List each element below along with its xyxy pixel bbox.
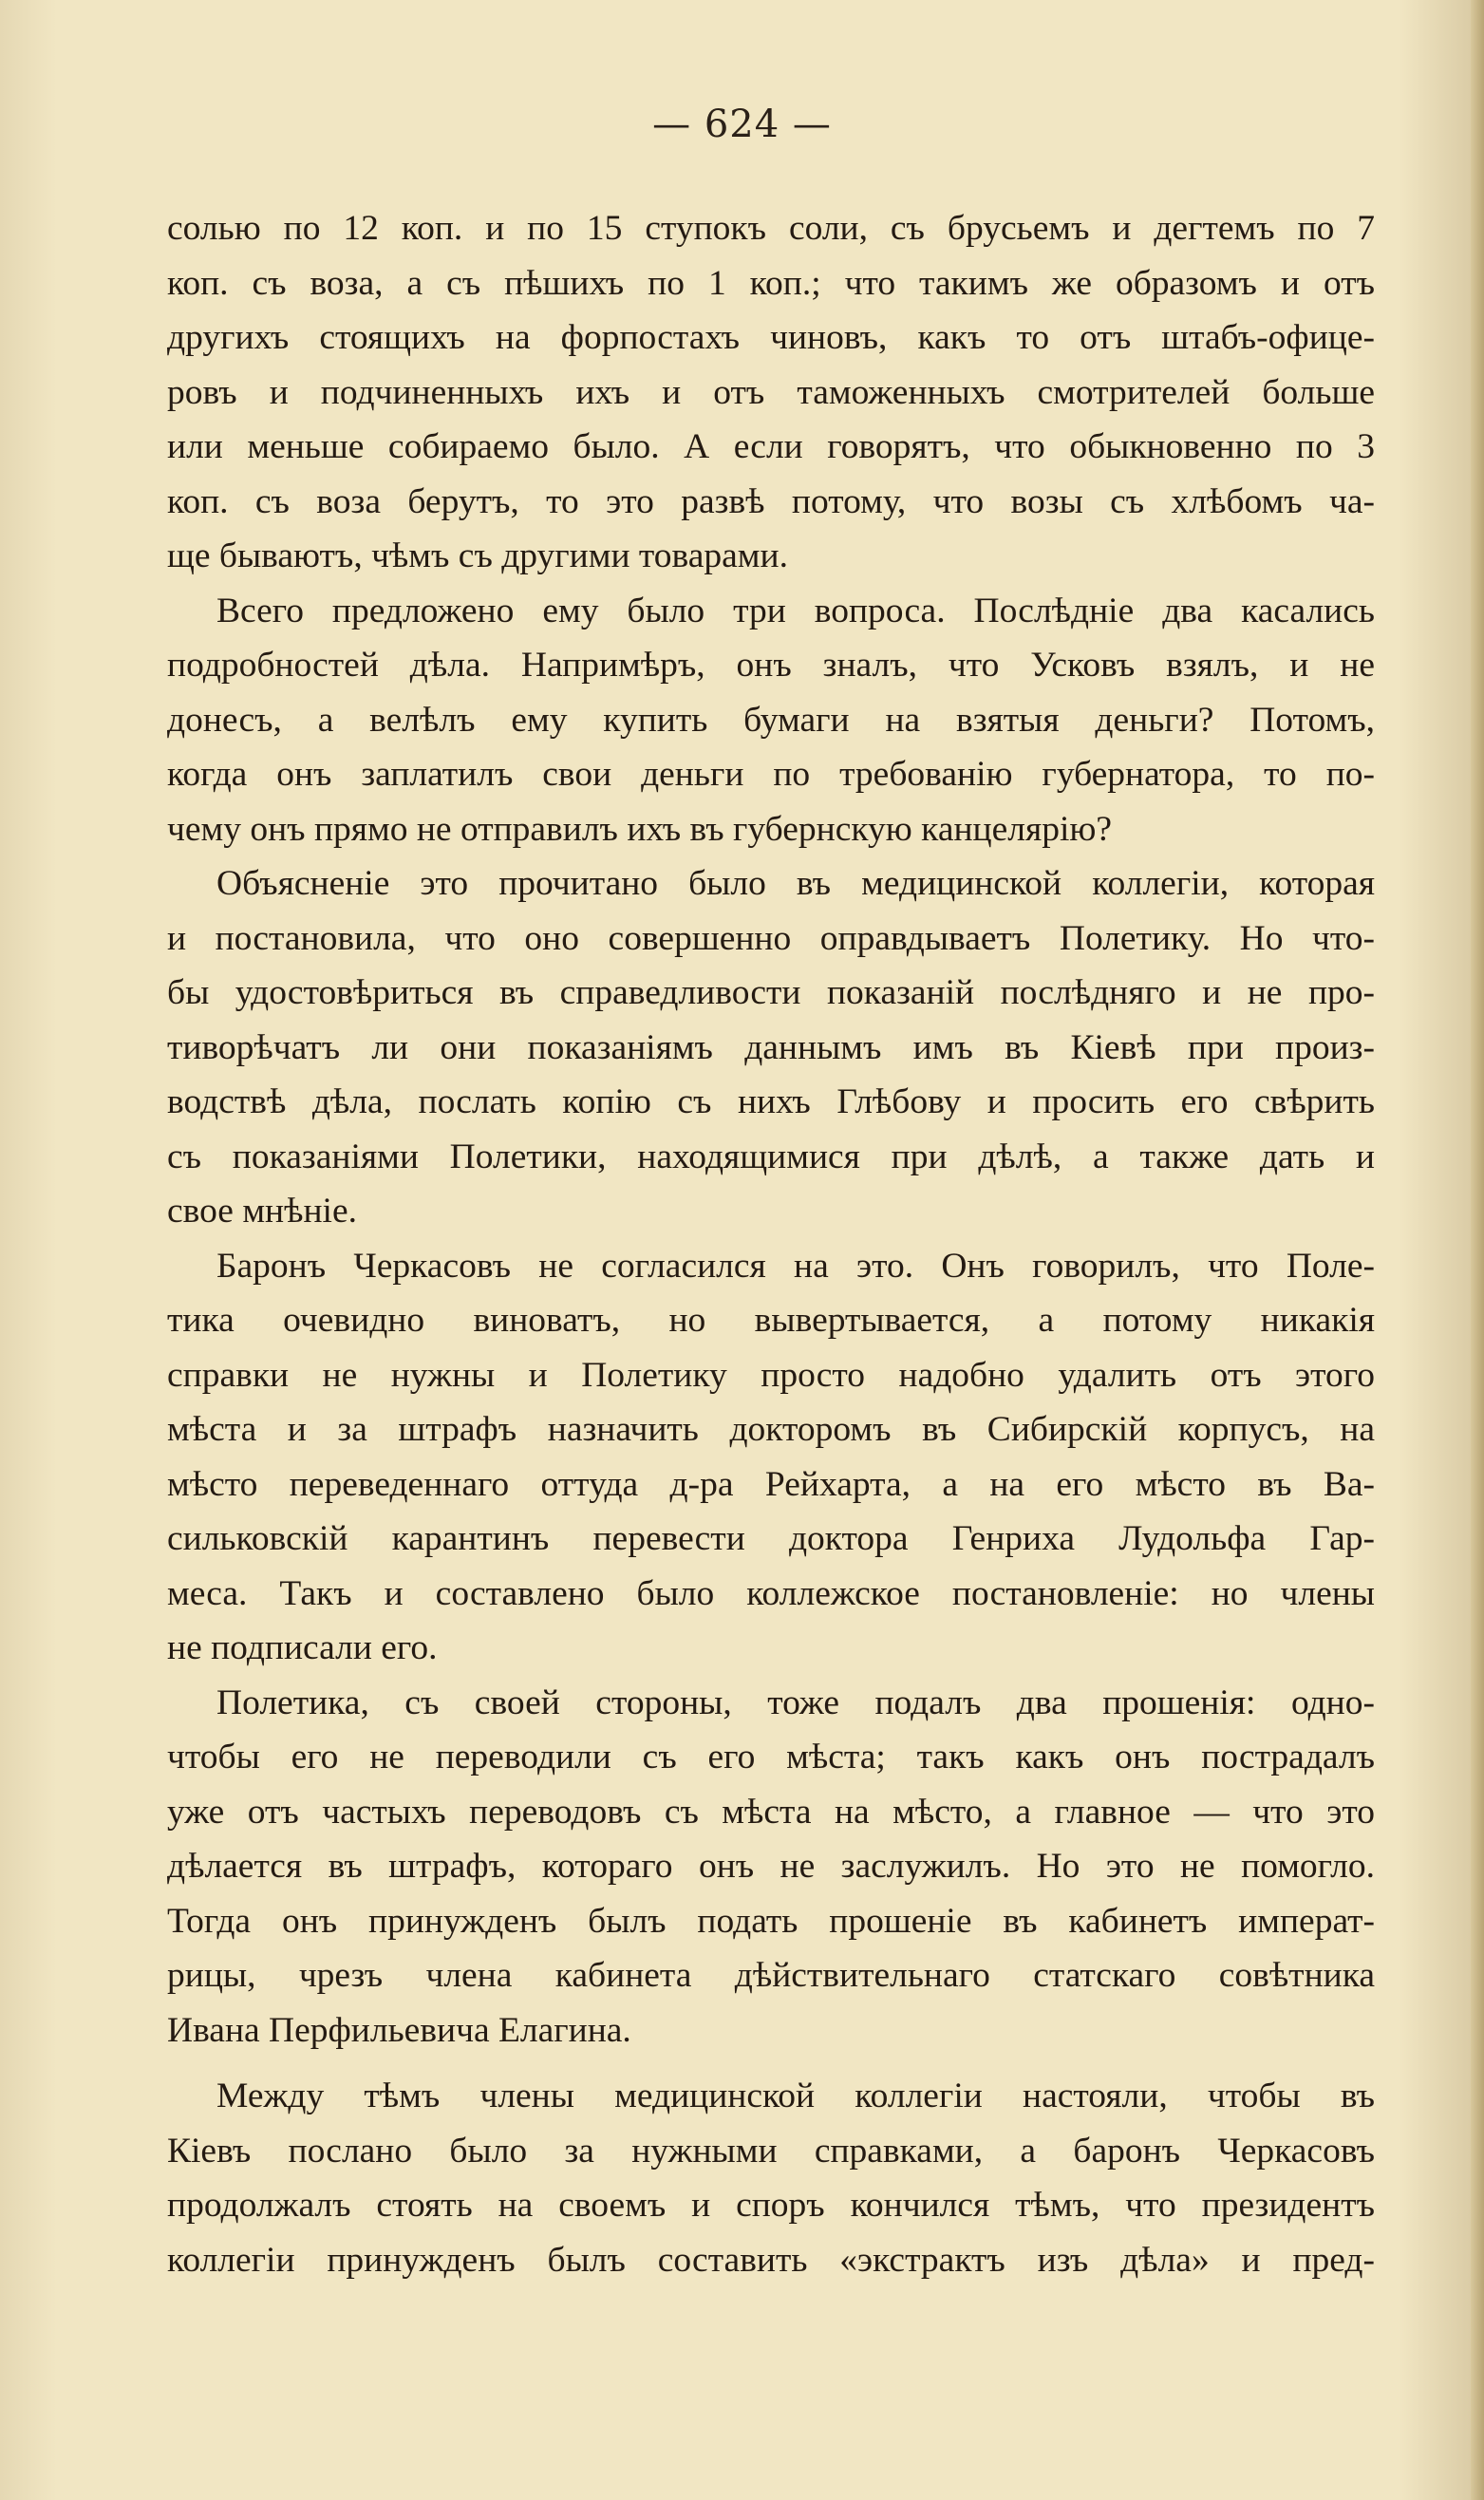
text-line: чему онъ прямо не отправилъ ихъ въ губернскую канцелярію? — [167, 809, 1113, 849]
text-line: сильковскій карантинъ перевести доктора Генриха Лудольфа Гар- — [167, 1519, 1375, 1558]
text-line: другихъ стоящихъ на форпостахъ чиновъ, какъ то отъ штабъ-офице- — [167, 318, 1375, 357]
text-line: ровъ и подчиненныхъ ихъ и отъ таможенныхъ смотрителей больше — [167, 372, 1375, 412]
text-line: свое мнѣніе. — [167, 1192, 357, 1231]
paragraph-gap — [167, 2058, 1375, 2069]
text-line: дѣлается въ штрафъ, котораго онъ не заслужилъ. Но это не помогло. — [167, 1847, 1375, 1886]
text-line: Баронъ Черкасовъ не согласился на это. Онъ говорилъ, что Поле- — [216, 1246, 1375, 1286]
text-line: коп. съ воза берутъ, то это развѣ потому, что возы съ хлѣбомъ ча- — [167, 481, 1375, 521]
text-line: Всего предложено ему было три вопроса. Послѣдніе два касались — [216, 591, 1375, 630]
text-line: водствѣ дѣла, послать копію съ нихъ Глѣбову и просить его свѣрить — [167, 1082, 1375, 1121]
text-line: не подписали его. — [167, 1628, 438, 1667]
text-line: или меньше собираемо было. А если говорятъ, что обыкновенно по 3 — [167, 427, 1375, 466]
paragraph — [167, 201, 1375, 584]
text-line: продолжалъ стоять на своемъ и споръ кончился тѣмъ, что президентъ — [167, 2186, 1375, 2225]
text-line: меса. Такъ и составлено было коллежское постановленіе: но члены — [167, 1573, 1375, 1613]
text-line: коллегіи принужденъ былъ составить «экстрактъ изъ дѣла» и пред- — [167, 2240, 1375, 2280]
paragraph — [167, 1676, 1375, 2058]
text-line: тиворѣчатъ ли они показаніямъ даннымъ имъ въ Кіевѣ при произ- — [167, 1027, 1375, 1067]
text-line: донесъ, а велѣлъ ему купить бумаги на взятыя деньги? Потомъ, — [167, 700, 1375, 740]
paragraph — [167, 1239, 1375, 1676]
text-line: коп. съ воза, а съ пѣшихъ по 1 коп.; что такимъ же образомъ и отъ — [167, 263, 1375, 303]
text-line: солью по 12 коп. и по 15 ступокъ соли, съ брусьемъ и дегтемъ по 7 — [167, 209, 1375, 248]
paragraph — [167, 856, 1375, 1239]
text-line: бы удостовѣриться въ справедливости показаній послѣдняго и не про- — [167, 973, 1375, 1012]
text-line: подробностей дѣла. Напримѣръ, онъ зналъ, что Усковъ взялъ, и не — [167, 646, 1375, 685]
text-line: мѣста и за штрафъ назначить докторомъ въ Сибирскій корпусъ, на — [167, 1410, 1375, 1449]
page-number: — 624 — — [652, 103, 832, 146]
paragraph — [167, 584, 1375, 857]
text-line: чтобы его не переводили съ его мѣста; такъ какъ онъ пострадалъ — [167, 1738, 1375, 1776]
text-line: Ивана Перфильевича Елагина. — [167, 2010, 631, 2050]
body-text — [167, 201, 1375, 2287]
page-edge-shadow — [1471, 0, 1484, 2500]
text-line: мѣсто переведеннаго оттуда д-ра Рейхарта, а на его мѣсто въ Ва- — [167, 1464, 1375, 1504]
text-line: Между тѣмъ члены медицинской коллегіи настояли, чтобы въ — [216, 2077, 1375, 2115]
text-line: Полетика, съ своей стороны, тоже подалъ два прошенія: одно- — [216, 1682, 1375, 1722]
paragraph — [167, 2069, 1375, 2287]
text-line: уже отъ частыхъ переводовъ съ мѣста на мѣсто, а главное — что это — [167, 1792, 1375, 1832]
text-line: ще бываютъ, чѣмъ съ другими товарами. — [167, 536, 788, 575]
text-line: Кіевъ послано было за нужными справками, а баронъ Черкасовъ — [167, 2131, 1375, 2171]
text-line: съ показаніями Полетики, находящимися при дѣлѣ, а также дать и — [167, 1137, 1375, 1176]
text-line: Объясненіе это прочитано было въ медицинской коллегіи, которая — [216, 864, 1375, 903]
text-line: когда онъ заплатилъ свои деньги по требованію губернатора, то по- — [167, 755, 1375, 794]
text-line: и постановила, что оно совершенно оправдываетъ Полетику. Но что- — [167, 918, 1375, 958]
text-line: рицы, чрезъ члена кабинета дѣйствительнаго статскаго совѣтника — [167, 1956, 1375, 1995]
text-line: справки не нужны и Полетику просто надобно удалить отъ этого — [167, 1355, 1375, 1395]
text-line: тика очевидно виноватъ, но вывертывается, а потому никакія — [167, 1301, 1375, 1340]
text-line: Тогда онъ принужденъ былъ подать прошеніе въ кабинетъ императ- — [167, 1901, 1375, 1941]
